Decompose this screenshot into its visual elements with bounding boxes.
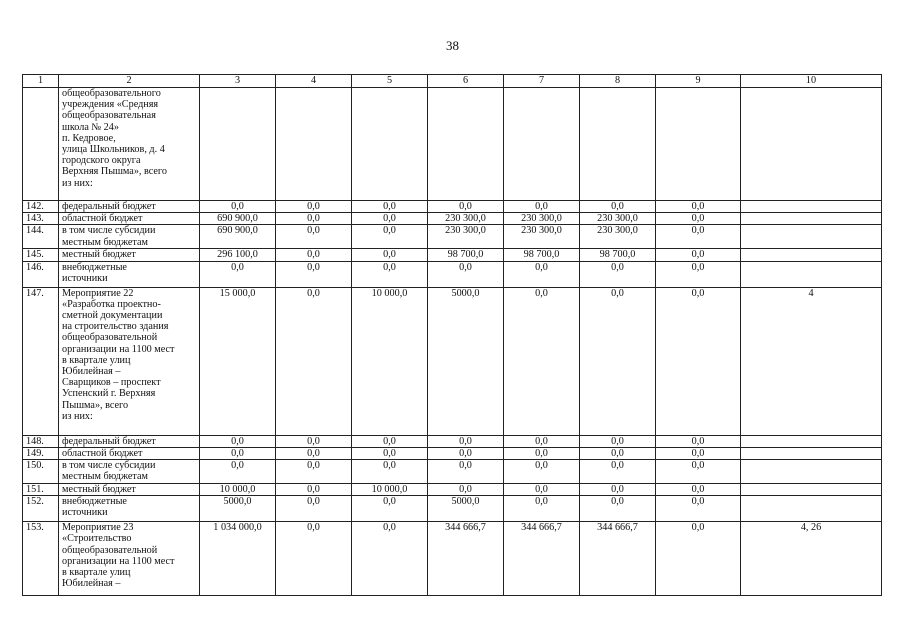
value-cell: 690 900,0 [200, 213, 276, 225]
column-header: 9 [656, 75, 741, 88]
value-cell: 0,0 [352, 261, 428, 287]
value-cell: 0,0 [276, 496, 352, 522]
target-reference [741, 225, 882, 249]
value-cell: 230 300,0 [504, 225, 580, 249]
value-cell: 0,0 [352, 435, 428, 447]
target-reference [741, 213, 882, 225]
row-description: в том числе субсидии местным бюджетам [59, 460, 200, 484]
value-cell: 0,0 [580, 287, 656, 435]
value-cell: 344 666,7 [580, 522, 656, 596]
table-row [23, 460, 882, 484]
table-row [23, 261, 882, 287]
value-cell: 0,0 [352, 447, 428, 459]
value-cell: 0,0 [352, 249, 428, 261]
row-description: областной бюджет [59, 213, 200, 225]
value-cell: 0,0 [428, 460, 504, 484]
value-cell: 0,0 [352, 460, 428, 484]
value-cell: 0,0 [580, 435, 656, 447]
target-reference [741, 201, 882, 213]
value-cell: 0,0 [656, 460, 741, 484]
table-row [23, 249, 882, 261]
row-description: внебюджетные источники [59, 496, 200, 522]
value-cell: 0,0 [656, 225, 741, 249]
value-cell: 0,0 [504, 460, 580, 484]
column-header: 7 [504, 75, 580, 88]
value-cell: 296 100,0 [200, 249, 276, 261]
value-cell: 0,0 [276, 287, 352, 435]
value-cell [428, 88, 504, 201]
target-reference [741, 460, 882, 484]
value-cell: 0,0 [276, 447, 352, 459]
value-cell: 15 000,0 [200, 287, 276, 435]
value-cell [276, 88, 352, 201]
value-cell: 230 300,0 [580, 213, 656, 225]
value-cell: 5000,0 [428, 287, 504, 435]
column-header: 10 [741, 75, 882, 88]
column-header: 4 [276, 75, 352, 88]
table-row [23, 88, 882, 201]
value-cell: 0,0 [656, 484, 741, 496]
value-cell: 0,0 [200, 460, 276, 484]
value-cell: 0,0 [276, 261, 352, 287]
row-description: местный бюджет [59, 484, 200, 496]
column-header: 2 [59, 75, 200, 88]
target-reference [741, 88, 882, 201]
row-number: 146. [23, 261, 59, 287]
header-row [23, 75, 882, 88]
value-cell: 10 000,0 [352, 287, 428, 435]
value-cell: 5000,0 [428, 496, 504, 522]
value-cell: 0,0 [200, 261, 276, 287]
row-description: местный бюджет [59, 249, 200, 261]
value-cell: 0,0 [580, 460, 656, 484]
value-cell: 0,0 [656, 287, 741, 435]
value-cell: 0,0 [352, 213, 428, 225]
value-cell [352, 88, 428, 201]
column-header: 3 [200, 75, 276, 88]
value-cell: 0,0 [352, 496, 428, 522]
target-reference: 4 [741, 287, 882, 435]
row-number: 150. [23, 460, 59, 484]
value-cell: 0,0 [504, 201, 580, 213]
target-reference [741, 484, 882, 496]
row-description: общеобразовательного учреждения «Средняя общеобразовательная школа № 24» п. Кедровое, улица Школьников, д. 4 городского округа Верхняя Пышма», всего из них: [59, 88, 200, 201]
value-cell: 98 700,0 [504, 249, 580, 261]
value-cell: 0,0 [504, 435, 580, 447]
table-row [23, 201, 882, 213]
value-cell: 0,0 [276, 435, 352, 447]
target-reference [741, 447, 882, 459]
value-cell: 0,0 [200, 435, 276, 447]
row-number: 147. [23, 287, 59, 435]
value-cell: 5000,0 [200, 496, 276, 522]
budget-table [22, 74, 882, 596]
value-cell: 0,0 [580, 496, 656, 522]
value-cell [656, 88, 741, 201]
value-cell: 0,0 [504, 287, 580, 435]
value-cell: 0,0 [656, 201, 741, 213]
value-cell: 0,0 [428, 201, 504, 213]
value-cell: 0,0 [504, 447, 580, 459]
column-header: 6 [428, 75, 504, 88]
value-cell: 0,0 [276, 213, 352, 225]
table-row [23, 435, 882, 447]
row-number [23, 88, 59, 201]
value-cell: 344 666,7 [504, 522, 580, 596]
row-number: 149. [23, 447, 59, 459]
value-cell: 0,0 [656, 447, 741, 459]
target-reference [741, 435, 882, 447]
table-row [23, 447, 882, 459]
row-number: 151. [23, 484, 59, 496]
value-cell: 0,0 [200, 447, 276, 459]
value-cell: 10 000,0 [200, 484, 276, 496]
value-cell: 0,0 [580, 484, 656, 496]
target-reference [741, 249, 882, 261]
value-cell: 0,0 [428, 261, 504, 287]
value-cell: 0,0 [504, 484, 580, 496]
row-number: 143. [23, 213, 59, 225]
row-number: 152. [23, 496, 59, 522]
value-cell: 0,0 [276, 484, 352, 496]
value-cell: 0,0 [504, 261, 580, 287]
value-cell: 1 034 000,0 [200, 522, 276, 596]
value-cell: 0,0 [428, 435, 504, 447]
value-cell: 0,0 [200, 201, 276, 213]
value-cell: 0,0 [276, 225, 352, 249]
table-row [23, 522, 882, 596]
value-cell: 230 300,0 [504, 213, 580, 225]
value-cell: 230 300,0 [580, 225, 656, 249]
value-cell: 0,0 [656, 249, 741, 261]
column-header: 8 [580, 75, 656, 88]
value-cell: 0,0 [428, 484, 504, 496]
row-description: внебюджетные источники [59, 261, 200, 287]
value-cell: 0,0 [352, 225, 428, 249]
value-cell: 0,0 [656, 261, 741, 287]
value-cell [200, 88, 276, 201]
table-row [23, 496, 882, 522]
value-cell: 0,0 [580, 261, 656, 287]
value-cell: 0,0 [276, 249, 352, 261]
value-cell: 0,0 [656, 213, 741, 225]
row-description: в том числе субсидии местным бюджетам [59, 225, 200, 249]
page-number: 38 [446, 38, 459, 53]
value-cell: 98 700,0 [580, 249, 656, 261]
table-row [23, 213, 882, 225]
row-number: 144. [23, 225, 59, 249]
row-number: 148. [23, 435, 59, 447]
value-cell: 690 900,0 [200, 225, 276, 249]
value-cell [504, 88, 580, 201]
value-cell: 0,0 [352, 522, 428, 596]
row-number: 145. [23, 249, 59, 261]
column-header: 5 [352, 75, 428, 88]
target-reference [741, 496, 882, 522]
value-cell: 0,0 [656, 522, 741, 596]
value-cell: 10 000,0 [352, 484, 428, 496]
row-number: 142. [23, 201, 59, 213]
column-header: 1 [23, 75, 59, 88]
value-cell: 0,0 [352, 201, 428, 213]
value-cell: 0,0 [656, 435, 741, 447]
value-cell: 0,0 [276, 201, 352, 213]
target-reference: 4, 26 [741, 522, 882, 596]
row-description: областной бюджет [59, 447, 200, 459]
value-cell: 0,0 [276, 522, 352, 596]
row-description: федеральный бюджет [59, 435, 200, 447]
target-reference [741, 261, 882, 287]
value-cell: 98 700,0 [428, 249, 504, 261]
row-description: федеральный бюджет [59, 201, 200, 213]
value-cell: 230 300,0 [428, 213, 504, 225]
row-number: 153. [23, 522, 59, 596]
value-cell: 344 666,7 [428, 522, 504, 596]
value-cell: 0,0 [276, 460, 352, 484]
value-cell: 0,0 [504, 496, 580, 522]
value-cell: 0,0 [656, 496, 741, 522]
value-cell: 0,0 [428, 447, 504, 459]
row-description: Мероприятие 23 «Строительство общеобразовательной организации на 1100 мест в квартале улиц Юбилейная – [59, 522, 200, 596]
value-cell: 0,0 [580, 447, 656, 459]
value-cell [580, 88, 656, 201]
table-row [23, 287, 882, 435]
table-row [23, 225, 882, 249]
value-cell: 230 300,0 [428, 225, 504, 249]
value-cell: 0,0 [580, 201, 656, 213]
row-description: Мероприятие 22 «Разработка проектно- сметной документации на строительство здания общеобразовательной организации на 1100 мест в квартале улиц Юбилейная – Сварщиков – проспект Успенский г. Верхняя Пышма», всего из них: [59, 287, 200, 435]
table-row [23, 484, 882, 496]
